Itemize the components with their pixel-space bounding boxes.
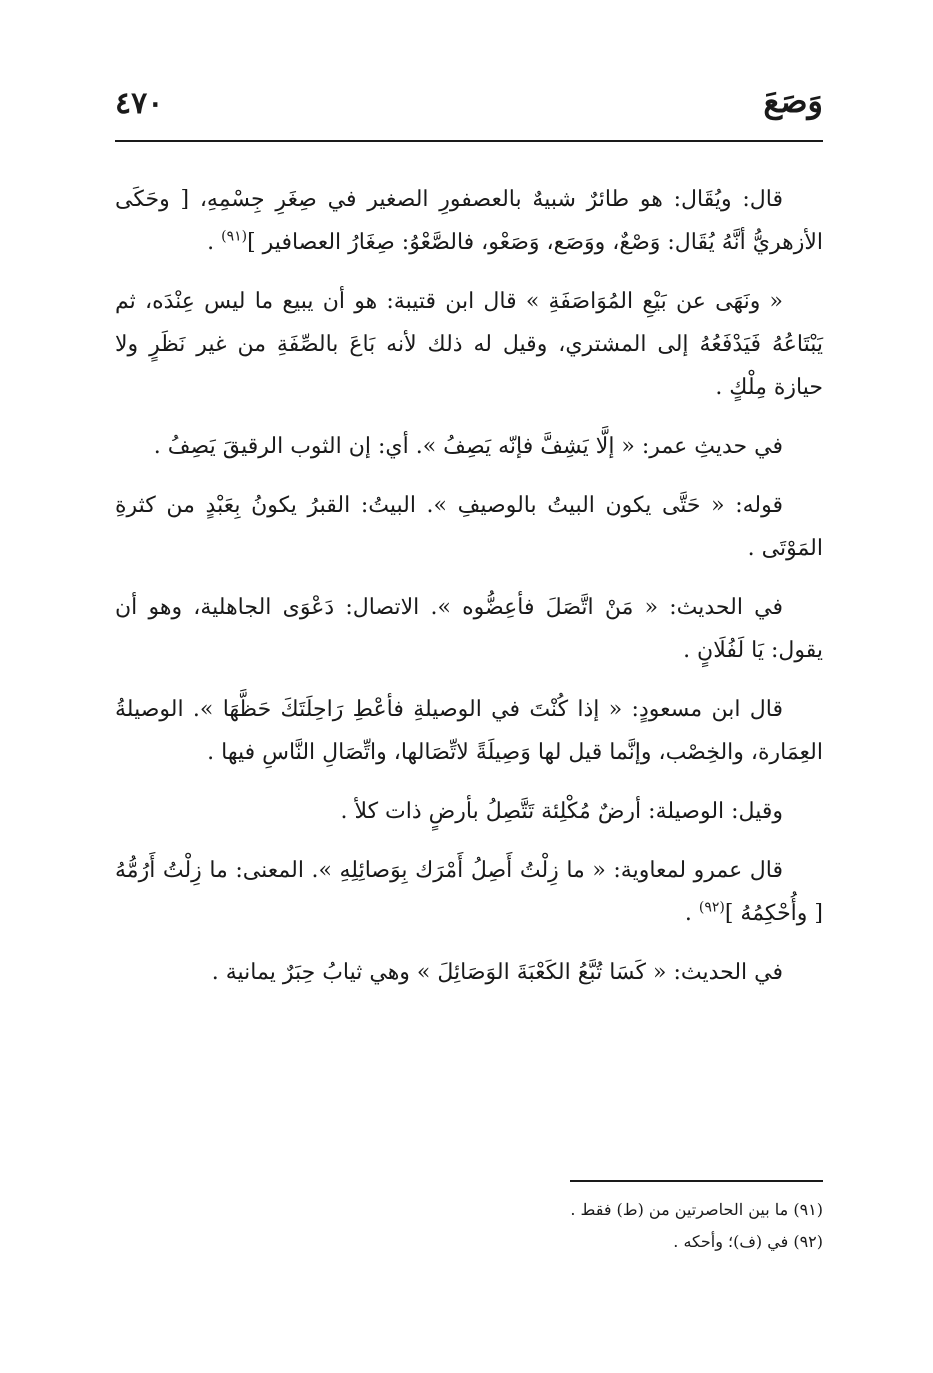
paragraph-text: في الحديث: « كَسَا تُبَّعُ الكَعْبَةَ الوَصَائِلَ » وهي ثيابُ حِبَرٌ يمانية .	[211, 960, 783, 985]
paragraph-text: قوله: « حَتَّى يكون البيتُ بالوصيفِ ». البيتُ: القبرُ يكونُ بِعَبْدٍ من كثرةِ المَوْتَى .	[115, 493, 823, 561]
page-header	[115, 82, 823, 128]
paragraph-9	[115, 951, 823, 994]
paragraph-tail: .	[684, 901, 699, 926]
paragraph-text: قال عمرو لمعاوية: « ما زِلْتُ أَصِلُ أَمْرَك بِوَصائِلِهِ ». المعنى: ما زِلْتُ أَرُمُّهُ [ وأُحْكِمُهُ ]	[115, 858, 823, 926]
paragraph-text: وقيل: الوصيلة: أرضٌ مُكْلِئة تَتَّصِلُ بأرضٍ ذات كلأ .	[340, 799, 783, 824]
paragraph-8	[115, 849, 823, 935]
paragraph-text: قال: ويُقَال: هو طائرٌ شبيهٌ بالعصفورِ الصغير في صِغَرِ جِسْمِهِ، [ وحَكَى الأزهريُّ أنَّهُ يُقَال: وَصْعٌ، ووَصَع، وَصَعْو، فالصَّعْوُ: صِغَارُ العصافير ]	[115, 187, 823, 255]
paragraph-5	[115, 586, 823, 672]
page-number: ٤٧٠	[115, 86, 164, 121]
paragraph-7	[115, 790, 823, 833]
paragraph-tail: .	[207, 230, 222, 255]
footnote-ref-91: (٩١)	[221, 228, 248, 245]
paragraph-text: قال ابن مسعودٍ: « إذا كُنْتَ في الوصيلةِ فأعْطِ رَاحِلَتَكَ حَظَّهَا ». الوصيلةُ العِمَارة، والخِصْب، وإنَّما قيل لها وَصِيلَةً لاتِّصَالها، واتِّصَالِ النَّاسِ فيها .	[115, 697, 823, 765]
header-rule	[115, 140, 823, 142]
paragraph-3	[115, 425, 823, 468]
paragraph-text: « ونَهَى عن بَيْعِ المُوَاصَفَةِ » قال ابن قتيبة: هو أن يبيع ما ليس عِنْدَه، ثم يَبْتَاعُهُ فَيَدْفَعُهُ إلى المشتري، وقيل له ذلك لأنه بَاعَ بالصِّفَةِ من غير نَظَرٍ ولا حيازة مِلْكٍ .	[115, 289, 823, 400]
body-text	[115, 178, 823, 1010]
footnote-ref-92: (٩٢)	[698, 899, 725, 916]
running-head: وَصَعَ	[763, 82, 823, 120]
footnote-rule	[570, 1180, 823, 1182]
paragraph-text: في حديثِ عمر: « إلَّا يَشِفَّ فإنّه يَصِفُ ». أي: إن الثوب الرقيقَ يَصِفُ .	[153, 434, 783, 459]
paragraph-6	[115, 688, 823, 774]
paragraph-4	[115, 484, 823, 570]
paragraph-1	[115, 178, 823, 264]
footnote-92: (٩٢) في (ف)؛ وأحكه .	[673, 1232, 823, 1251]
footnotes	[115, 1194, 823, 1258]
footnote-91: (٩١) ما بين الحاصرتين من (ط) فقط .	[570, 1200, 823, 1219]
paragraph-2	[115, 280, 823, 409]
paragraph-text: في الحديث: « مَنْ اتَّصَلَ فأعِضُّوه ». الاتصال: دَعْوَى الجاهلية، وهو أن يقول: يَا لَفُلَانٍ .	[115, 595, 823, 663]
